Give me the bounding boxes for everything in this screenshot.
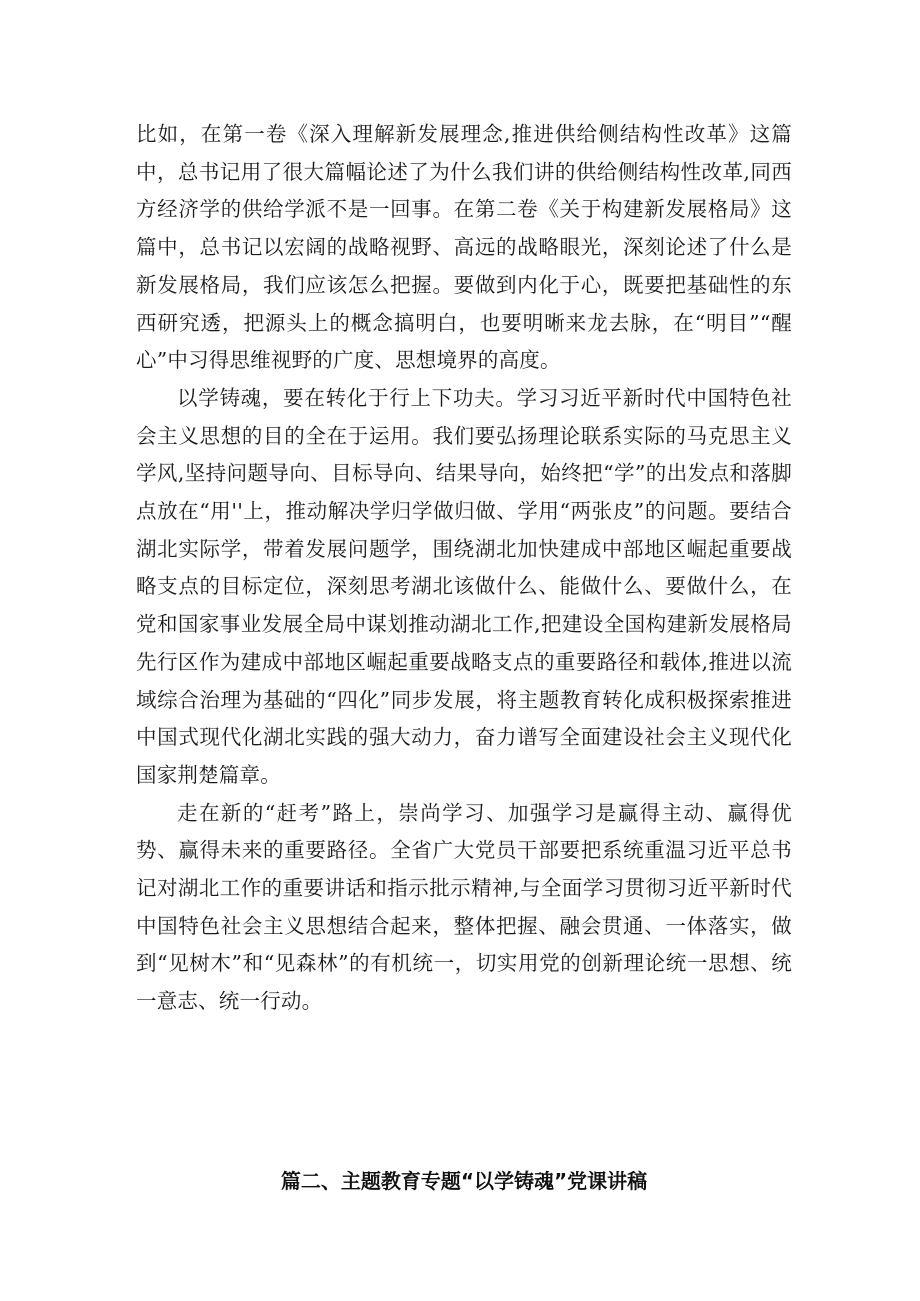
document-body <box>136 116 792 1021</box>
paragraph-supply-side-reform: 比如，在第一卷《深入理解新发展理念,推进供给侧结构性改革》这篇中，总书记用了很大篇幅论述了为什么我们讲的供给侧结构性改革,同西方经济学的供给学派不是一回事。在第二卷《关于构建新发展格局》这篇中，总书记以宏阔的战略视野、高远的战略眼光，深刻论述了什么是新发展格局，我们应该怎么把握。要做到内化于心，既要把基础性的东西研究透，把源头上的概念搞明白，也要明晰来龙去脉，在“明目”“醒心”中习得思维视野的广度、思想境界的高度。 <box>136 122 792 373</box>
paragraph-new-exam-road: 走在新的“赶考”路上，崇尚学习、加强学习是赢得主动、赢得优势、赢得未来的重要路径。全省广大党员干部要把系统重温习近平总书记对湖北工作的重要讲话和指示批示精神,与全面学习贯彻习近平新时代中国特色社会主义思想结合起来，整体把握、融会贯通、一体落实，做到“见树木”和“见森林”的有机统一，切实用党的创新理论统一思想、统一意志、统一行动。 <box>136 800 792 1014</box>
section-heading: 篇二、主题教育专题“以学铸魂”党课讲稿 <box>280 1169 648 1193</box>
paragraph-apply-in-practice: 以学铸魂，要在转化于行上下功夫。学习习近平新时代中国特色社会主义思想的目的全在于运用。我们要弘扬理论联系实际的马克思主义学风,坚持问题导向、目标导向、结果导向，始终把“学”的出发点和落脚点放在“用''上，推动解决学归学做归做、学用“两张皮”的问题。要结合湖北实际学，带着发展问题学，围绕湖北加快建成中部地区崛起重要战略支点的目标定位，深刻思考湖北该做什么、能做什么、要做什么，在党和国家事业发展全局中谋划推动湖北工作,把建设全国构建新发展格局先行区作为建成中部地区崛起重要战略支点的重要路径和载体,推进以流域综合治理为基础的“四化”同步发展，将主题教育转化成积极探索推进中国式现代化湖北实践的强大动力，奋力谱写全面建设社会主义现代化国家荆楚篇章。 <box>136 385 792 787</box>
